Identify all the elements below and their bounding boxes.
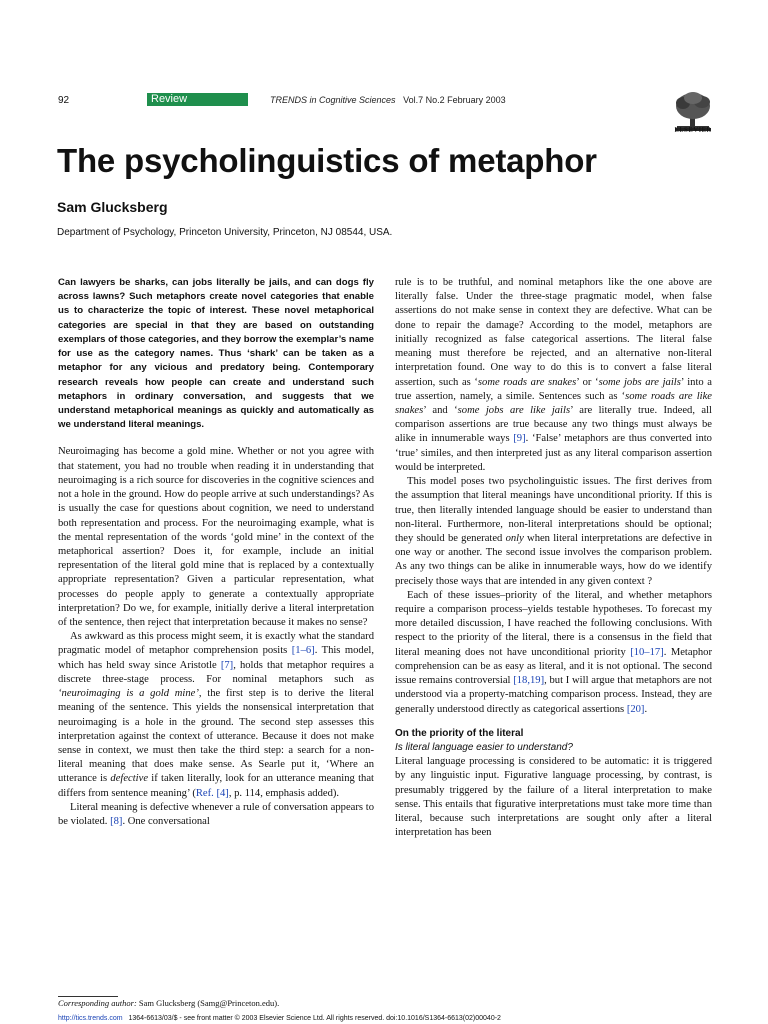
citation-link[interactable]: Ref. [4] xyxy=(195,787,229,799)
footnote: Corresponding author: Sam Glucksberg (Samg@Princeton.edu). xyxy=(58,998,280,1008)
page-number: 92 xyxy=(58,95,70,106)
author-affiliation: Department of Psychology, Princeton University, Princeton, NJ 08544, USA. xyxy=(57,227,393,238)
paragraph: Literal language processing is considered to be automatic: it is triggered by any linguistic input. Figurative language processing, by contrast, is presumably triggered by the failure of a literal interpretation to make sense. This entails that figurative interpretations must take more time than literal, because such interpretations are sought only after a literal interpretation has been xyxy=(395,756,712,839)
subsection-heading: Is literal language easier to understand? xyxy=(395,742,573,753)
citation-link[interactable]: [8] xyxy=(110,816,123,828)
citation-link[interactable]: [10–17] xyxy=(630,646,664,658)
journal-name: TRENDS in Cognitive Sciences xyxy=(270,95,396,105)
paragraph: This model poses two psycholinguistic issues. The first derives from the assumption that literal meanings have unconditional priority. If this is true, then literally intended language should be easier to understand than non-literal. Furthermore, non-literal interpretations should be optional; they should be generated only when literal interpretations are defective in one way or another. The second issue involves the comparison problem. As any two things can be alike in innumerable ways, how do we identify precisely those ways that are intended in any given context ? xyxy=(395,476,712,587)
citation-link[interactable]: [20] xyxy=(626,703,645,715)
journal-url-link[interactable]: http://tics.trends.com xyxy=(58,1015,123,1022)
paragraph: As awkward as this process might seem, it is exactly what the standard pragmatic model of metaphor comprehension posits [1–6]. This model, which has held sway since Aristotle [7], holds that metaphor requires a discrete three-stage process. For nominal metaphors such as ‘neuroimaging is a gold mine’, the first step is to derive the literal meaning of the sentence. This yields the nonsensical interpretation that neuroimaging is a hole in the ground. The second step assesses this interpretation against the context of utterance. Because it does not make sense in context, we must then take the third step: a search for a non-literal meaning that does make sense. As Searle put it, ‘Where an utterance is defective if taken literally, look for an utterance meaning that differs from sentence meaning’ (Ref. [4], p. 114, emphasis added). xyxy=(58,631,375,799)
footnote-divider xyxy=(58,996,118,997)
citation-link[interactable]: [7] xyxy=(220,659,234,671)
section-tag: Review xyxy=(147,93,248,106)
paragraph: Neuroimaging has become a gold mine. Whether or not you agree with that statement, you had no trouble when reading it in understanding that neuroimaging is a rich source for discoveries in the cognitive sciences and not a hole in the ground. How do people arrive at such understandings? As is usually the case for questions about cognition, we need to understand both representation and process. For the neuroimaging example, what is the mental representation of the words ‘gold mine’ in the context of the metaphorical assertion? Does it, for example, include an initial representation of the literal gold mine that is replaced by a contextually appropriate representation? Given a particular representation, what processes do people apply to generate a contextually appropriate interpretation? Do we, for example, initially derive a literal interpretation of the sentence, then reject that interpretation because it makes no sense? xyxy=(58,446,374,629)
citation-link[interactable]: [9] xyxy=(513,433,526,445)
left-column xyxy=(58,276,374,829)
article-title: The psycholinguistics of metaphor xyxy=(57,142,597,179)
issn-line: 1364-6613/03/$ - see front matter © 2003 Elsevier Science Ltd. All rights reserved. doi:10.1016/S1364-6613(02)00040-2 xyxy=(128,1015,501,1022)
paragraph: Each of these issues–priority of the literal, and whether metaphors require a comparison process–yields testable hypotheses. To forecast my more detailed discussion, I have reached the following conclusions. With respect to the priority of the literal, there is a consensus in the field that literal meaning does not have unconditional priority [10–17]. Metaphor comprehension can be as easy as literal, and it is not optional. The second issue remains controversial [18,19], but I will argue that metaphors are not understood via a property-matching comparison process. Instead, they are generally understood directly as categorical assertions [20]. xyxy=(395,589,712,715)
journal-citation xyxy=(270,95,506,105)
paragraph: Literal meaning is defective whenever a rule of conversation appears to be violated. [8]. One conversational xyxy=(58,801,374,828)
citation-link[interactable]: [1–6] xyxy=(291,645,315,657)
section-heading: On the priority of the literal xyxy=(395,727,524,739)
publisher-name: ELSEVIER xyxy=(674,126,712,134)
right-column xyxy=(395,276,712,841)
abstract: Can lawyers be sharks, can jobs literally be jails, and can dogs fly across lawns? Such metaphors create novel categories that enable us to characterize the topic of interest. These novel metaphorical categories are special in that they are based on outstanding exemplars of those categories, and they borrow the exemplar’s name for use as the category names. Thus ‘shark’ can be taken as a metaphor for any vicious and predatory being. Contemporary research reveals how people can create and understand such metaphors in ordinary conversation, and suggests that we understand metaphorical meanings as quickly and automatically as we understand literal meanings. xyxy=(58,277,374,431)
journal-issue: Vol.7 No.2 February 2003 xyxy=(403,95,506,105)
footer xyxy=(58,1015,501,1022)
paragraph: rule is to be truthful, and nominal metaphors like the one above are literally false. Under the three-stage pragmatic model, when false assertions do not make sense in context they are defective. What can be done to repair the damage? According to the model, metaphors are initially recognized as false categorical assertions. The literal false meaning must therefore be rejected, and an alternative non-literal interpretation found. One way to do this is to convert a false literal assertion, such as ‘some roads are snakes’ or ‘some jobs are jails’ into a true assertion, namely, a simile. Sentences such as ‘some roads are like snakes’ and ‘some jobs are like jails’ are literally true. Indeed, all comparison assertions are true because any two things must always be alike in innumerable ways [9]. ‘False’ metaphors are thus converted into ‘true’ similes, and then interpreted just as any literal comparison assertion would be interpreted. xyxy=(395,277,712,473)
citation-link[interactable]: [18,19] xyxy=(513,675,545,687)
author-name: Sam Glucksberg xyxy=(57,199,168,215)
